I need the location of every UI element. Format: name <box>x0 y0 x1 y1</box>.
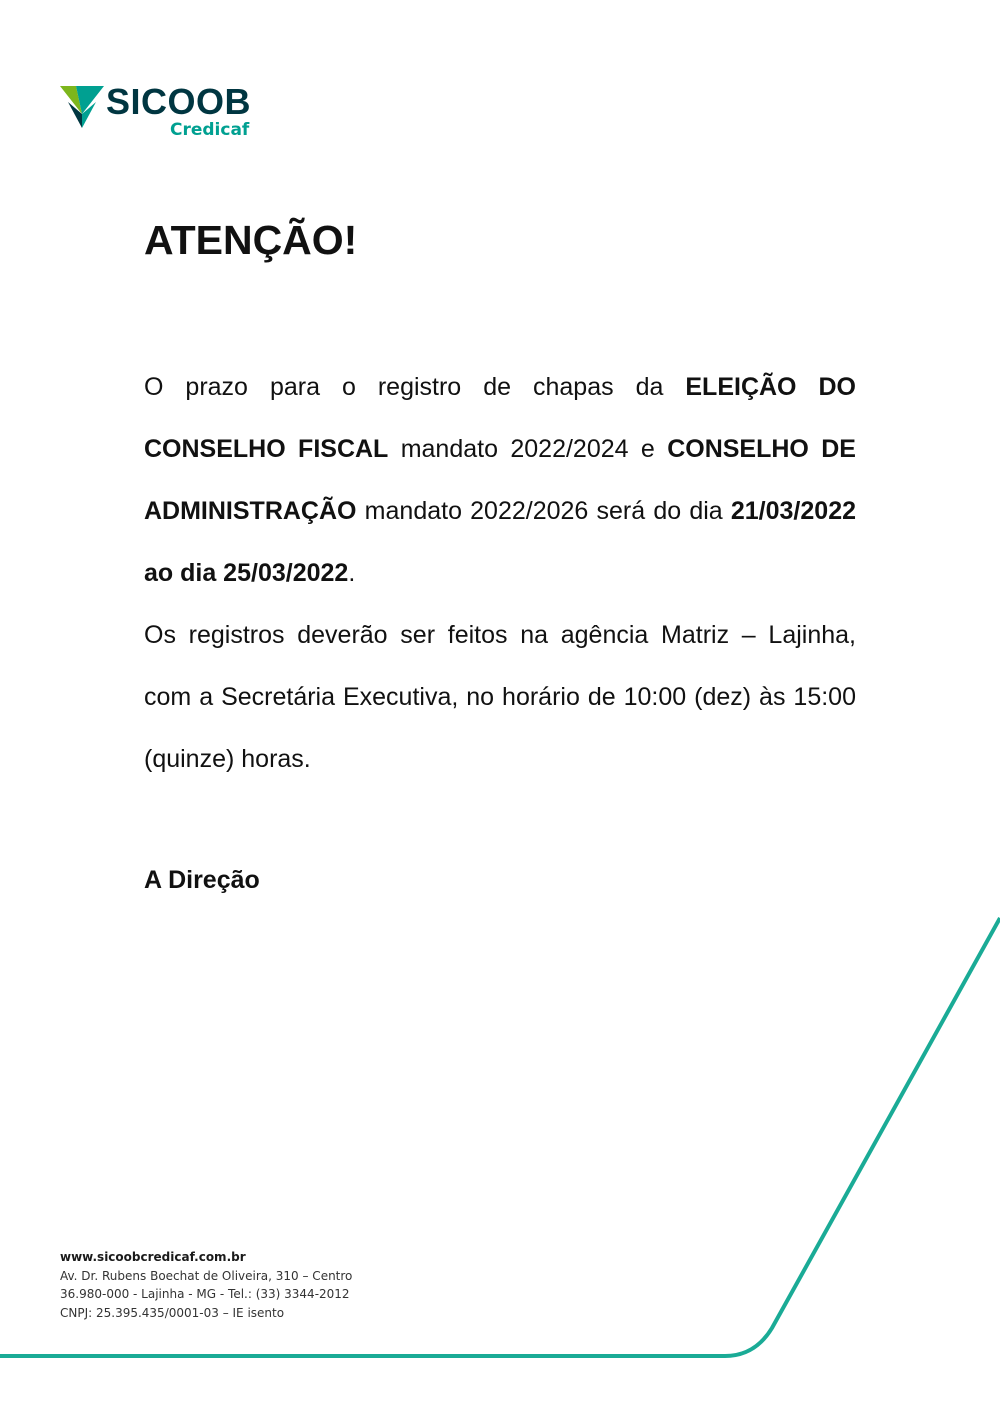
signature: A Direção <box>144 866 260 894</box>
paragraph-1-text-3: mandato 2022/2026 será do dia <box>356 497 731 525</box>
paragraph-1-bold-3: 21/03/2022 ao dia 25/03/2022 <box>144 497 856 587</box>
footer <box>60 1248 352 1322</box>
paragraph-1-bold-1: ELEIÇÃO DO CONSELHO FISCAL <box>144 373 856 463</box>
footer-website: www.sicoobcredicaf.com.br <box>60 1250 246 1264</box>
footer-cnpj: CNPJ: 25.395.435/0001-03 – IE isento <box>60 1305 285 1320</box>
notice-paragraph-2: Os registros deverão ser feitos na agência Matriz – Lajinha, com a Secretária Executiva, no horário de 10:00 (dez) às 15:00 (quinze) horas. <box>144 621 856 773</box>
paragraph-1-bold-2: CONSELHO DE ADMINISTRAÇÃO <box>144 435 856 525</box>
page-title: ATENÇÃO! <box>144 217 358 263</box>
paragraph-1-text-2: mandato 2022/2024 e <box>388 435 668 463</box>
logo-sub-text: Credicaf <box>170 120 250 140</box>
footer-address: Av. Dr. Rubens Boechat de Oliveira, 310 – Centro <box>60 1268 353 1283</box>
paragraph-1-text-4: . <box>348 559 356 587</box>
logo-brand-text: SICOOB <box>106 81 252 122</box>
footer-city-phone: 36.980-000 - Lajinha - MG - Tel.: (33) 3344-2012 <box>60 1287 350 1301</box>
paragraph-1-text-1: O prazo para o registro de chapas da <box>144 373 686 401</box>
